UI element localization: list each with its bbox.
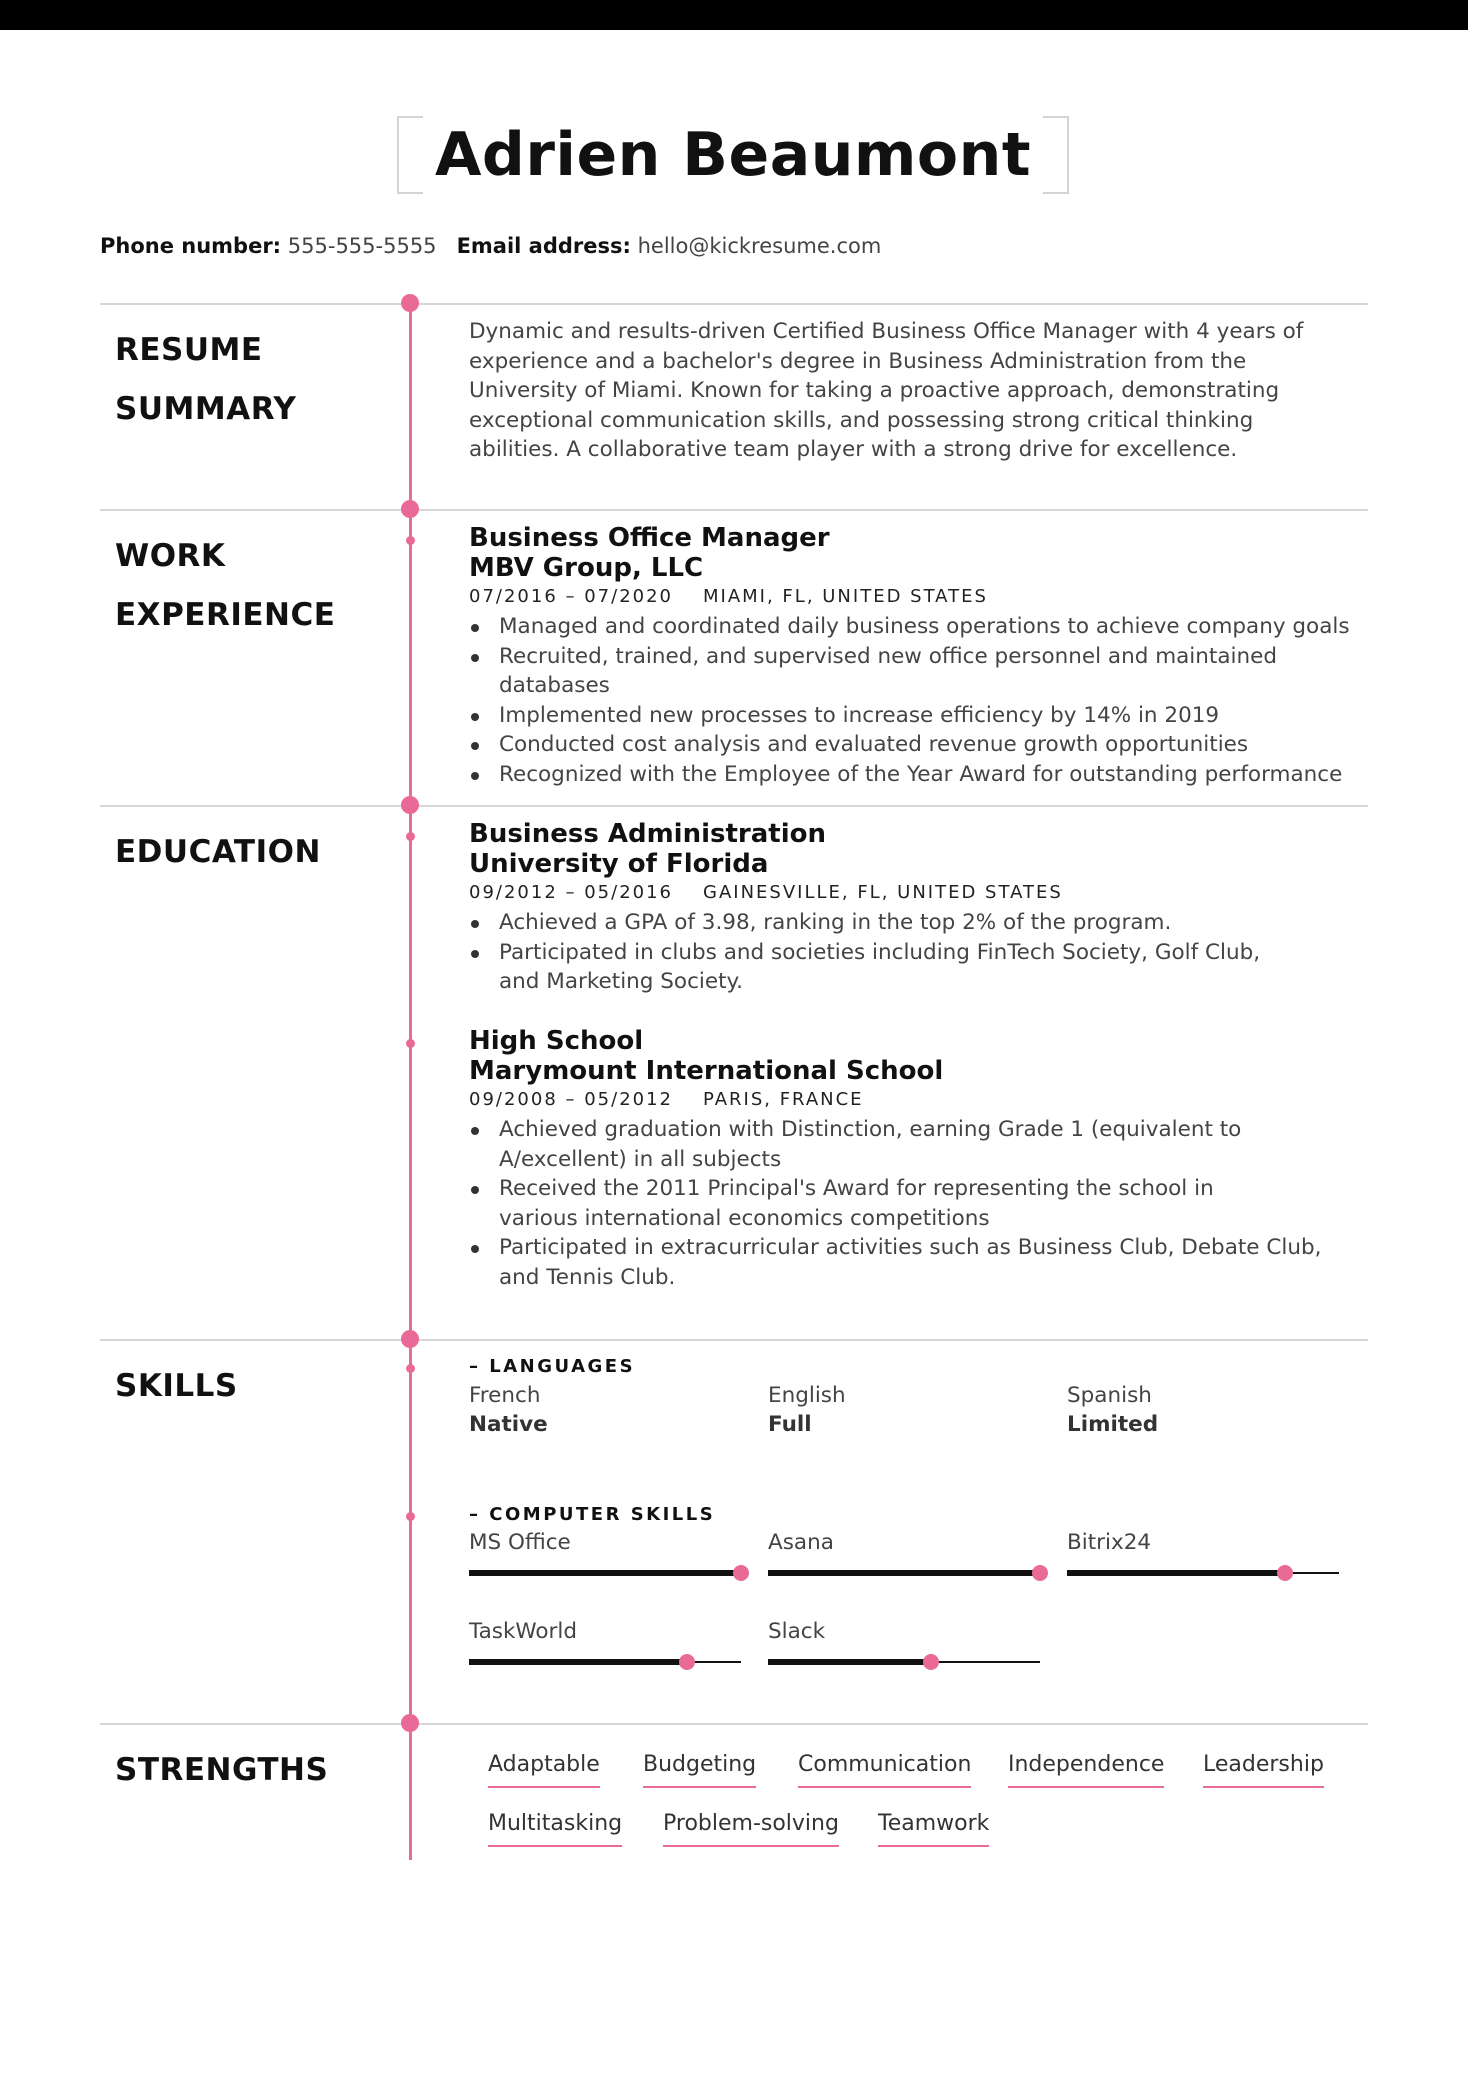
skill-name: MS Office	[469, 1530, 571, 1555]
strength-tag: Budgeting	[643, 1750, 756, 1788]
education-bullets	[469, 908, 1289, 997]
timeline-marker	[406, 1039, 415, 1048]
skill-level-marker	[733, 1565, 749, 1581]
timeline-line	[409, 300, 412, 1860]
education-meta	[469, 1086, 1369, 1114]
skills-heading: SKILLS	[115, 1368, 238, 1404]
list-item: Participated in extracurricular activities such as Business Club, Debate Club, and Tennis Club.	[469, 1233, 1329, 1292]
computer-skills-heading: – COMPUTER SKILLS	[469, 1504, 716, 1525]
skill-level-marker	[679, 1654, 695, 1670]
timeline-marker	[406, 832, 415, 841]
strength-tag: Communication	[798, 1750, 971, 1788]
timeline-node	[401, 796, 419, 814]
skill-name: Asana	[768, 1530, 834, 1555]
skill-level-bar	[768, 1558, 1040, 1588]
top-bar	[0, 0, 1468, 30]
job-company: MBV Group, LLC	[469, 553, 704, 583]
section-divider	[100, 1723, 1368, 1725]
timeline-marker	[406, 1364, 415, 1373]
skill-level-bar	[768, 1647, 1040, 1677]
language-level: Full	[768, 1412, 812, 1437]
skill-item	[768, 1528, 1040, 1588]
education-bullets	[469, 1115, 1369, 1292]
education-entry	[469, 819, 1369, 997]
list-item: Conducted cost analysis and evaluated revenue growth opportunities	[469, 730, 1369, 760]
skill-level-bar	[469, 1647, 741, 1677]
list-item: Managed and coordinated daily business operations to achieve company goals	[469, 612, 1369, 642]
skill-level-bar	[469, 1558, 741, 1588]
skill-level-marker	[923, 1654, 939, 1670]
list-item: Participated in clubs and societies including FinTech Society, Golf Club, and Marketing Society.	[469, 938, 1289, 997]
skill-fill	[469, 1570, 741, 1576]
skill-level-bar	[1067, 1558, 1339, 1588]
education-degree: Business Administration	[469, 819, 827, 849]
job-title: Business Office Manager	[469, 523, 830, 553]
education-dates: 09/2008 – 05/2012	[469, 1089, 673, 1110]
strength-tag: Adaptable	[488, 1750, 600, 1788]
skill-fill	[768, 1570, 1040, 1576]
work-heading	[115, 527, 335, 645]
strength-tag: Multitasking	[488, 1809, 622, 1847]
education-heading: EDUCATION	[115, 834, 321, 870]
skill-level-marker	[1032, 1565, 1048, 1581]
strengths-heading: STRENGTHS	[115, 1752, 329, 1788]
strength-tag: Leadership	[1203, 1750, 1324, 1788]
work-heading-line2: EXPERIENCE	[115, 597, 336, 633]
skill-item	[469, 1617, 741, 1677]
timeline-node	[401, 1330, 419, 1348]
list-item: Achieved a GPA of 3.98, ranking in the top 2% of the program.	[469, 908, 1289, 938]
timeline-node	[401, 1714, 419, 1732]
education-entry	[469, 1026, 1369, 1292]
skill-name: Bitrix24	[1067, 1530, 1152, 1555]
education-location: GAINESVILLE, FL, UNITED STATES	[703, 882, 1063, 903]
work-heading-line1: WORK	[115, 538, 226, 574]
section-divider	[100, 1339, 1368, 1341]
summary-heading	[115, 321, 296, 439]
language-item	[469, 1381, 729, 1439]
language-name: Spanish	[1067, 1383, 1152, 1408]
language-name: English	[768, 1383, 846, 1408]
language-item	[768, 1381, 1028, 1439]
timeline-marker	[406, 536, 415, 545]
list-item: Implemented new processes to increase efficiency by 14% in 2019	[469, 701, 1369, 731]
candidate-name: Adrien Beaumont	[434, 120, 1032, 190]
strength-tag: Problem-solving	[663, 1809, 839, 1847]
languages-heading: – LANGUAGES	[469, 1356, 636, 1377]
job-dates: 07/2016 – 07/2020	[469, 586, 673, 607]
skill-level-marker	[1277, 1565, 1293, 1581]
email-label: Email address:	[456, 234, 631, 258]
job-entry	[469, 523, 1369, 789]
skill-item	[1067, 1528, 1339, 1588]
phone-label: Phone number:	[100, 234, 282, 258]
skill-item	[469, 1528, 741, 1588]
skill-item	[768, 1617, 1040, 1677]
skill-fill	[469, 1659, 687, 1665]
education-school: University of Florida	[469, 849, 769, 879]
contact-line	[100, 234, 881, 258]
summary-text: Dynamic and results-driven Certified Business Office Manager with 4 years of experience and a bachelor's degree in Business Administration from the University of Miami. Known for taking a proactive approach, demonstrating exceptional communication skills, and possessing strong critical thinking abilities. A collaborative team player with a strong drive for excellence.	[469, 319, 1304, 462]
summary-heading-line1: RESUME	[115, 332, 263, 368]
phone-value: 555-555-5555	[287, 234, 437, 258]
list-item: Achieved graduation with Distinction, earning Grade 1 (equivalent to A/excellent) in all subjects	[469, 1115, 1369, 1174]
education-school: Marymount International School	[469, 1056, 944, 1086]
education-degree: High School	[469, 1026, 644, 1056]
language-level: Native	[469, 1412, 548, 1437]
job-location: MIAMI, FL, UNITED STATES	[703, 586, 988, 607]
strength-tag: Teamwork	[878, 1809, 989, 1847]
section-divider	[100, 805, 1368, 807]
timeline-marker	[406, 1512, 415, 1521]
name-header	[397, 116, 1069, 194]
language-item	[1067, 1381, 1327, 1439]
skill-fill	[1067, 1570, 1285, 1576]
skill-name: Slack	[768, 1619, 826, 1644]
email-value: hello@kickresume.com	[637, 234, 882, 258]
section-divider	[100, 303, 1368, 305]
timeline-node	[401, 500, 419, 518]
education-dates: 09/2012 – 05/2016	[469, 882, 673, 903]
skill-fill	[768, 1659, 931, 1665]
job-bullets	[469, 612, 1369, 789]
list-item: Recognized with the Employee of the Year Award for outstanding performance	[469, 760, 1369, 790]
list-item: Received the 2011 Principal's Award for representing the school in various international economics competitions	[469, 1174, 1269, 1233]
language-level: Limited	[1067, 1412, 1159, 1437]
skill-name: TaskWorld	[469, 1619, 578, 1644]
timeline-node	[401, 294, 419, 312]
education-location: PARIS, FRANCE	[703, 1089, 864, 1110]
list-item: Recruited, trained, and supervised new office personnel and maintained databases	[469, 642, 1369, 701]
education-meta	[469, 879, 1369, 907]
summary-heading-line2: SUMMARY	[115, 391, 297, 427]
section-divider	[100, 509, 1368, 511]
language-name: French	[469, 1383, 541, 1408]
job-meta	[469, 583, 1369, 611]
strength-tag: Independence	[1008, 1750, 1164, 1788]
